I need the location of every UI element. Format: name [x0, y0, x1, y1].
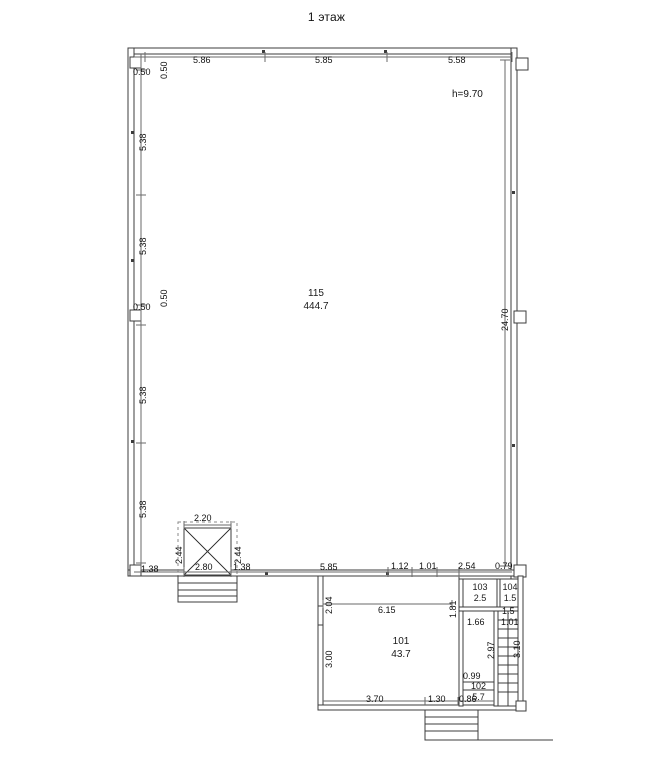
dim-top-2: 5.58 — [448, 55, 466, 65]
page-title: 1 этаж — [307, 10, 346, 24]
dim-left-1: 5.38 — [138, 133, 148, 151]
dim-bottom-112: 1.12 — [391, 561, 409, 571]
dim-bottom-254: 2.54 — [458, 561, 476, 571]
dim-top-0: 5.86 — [193, 55, 211, 65]
room-label-115 — [286, 288, 346, 313]
dim-top-corner: 0.50 — [133, 67, 151, 77]
room-number: 102 — [470, 681, 487, 691]
room-label-103 — [464, 582, 496, 605]
dim-bottom-280: 2.80 — [195, 562, 213, 572]
dim-left-3b: 0.50 — [159, 289, 169, 307]
room-number: 104 — [502, 582, 518, 592]
room-number: 115 — [308, 288, 324, 299]
dim-181: 1.81 — [448, 600, 458, 618]
dim-297: 2.97 — [486, 641, 496, 659]
dim-bottom-585: 5.85 — [320, 562, 338, 572]
room-area: 5.7 — [472, 692, 485, 703]
dim-top-1: 5.85 — [315, 55, 333, 65]
dim-top-corner-vertical: 0.50 — [159, 61, 169, 79]
dim-130: 1.30 — [428, 694, 446, 704]
room-number: 101 — [392, 636, 410, 647]
room-area: 444.7 — [303, 300, 329, 312]
dim-left-4: 5.38 — [138, 386, 148, 404]
dim-086: 0.86 — [459, 694, 477, 704]
dim-101b: 1.01 — [501, 617, 519, 627]
room-area: 1.5 — [503, 593, 517, 604]
dim-bottom-138: 1.38 — [233, 562, 251, 572]
room-label-101 — [376, 636, 426, 661]
room-label-104 — [498, 582, 522, 605]
room-area: 43.7 — [391, 648, 411, 660]
room-area: 2.5 — [473, 593, 487, 604]
dim-bottom-079: 0.79 — [495, 561, 513, 571]
dim-stair-right: 2.44 — [233, 546, 243, 564]
dim-370: 3.70 — [366, 694, 384, 704]
dim-left-3: 0.50 — [133, 302, 151, 312]
dim-099: 0.99 — [463, 671, 481, 681]
dim-bottom-101: 1.01 — [419, 561, 437, 571]
dim-right-total: 24.70 — [500, 308, 510, 331]
dim-310: 3.10 — [512, 640, 522, 658]
dim-left-5: 5.38 — [138, 500, 148, 518]
dim-room104-area: 1.5 — [502, 606, 515, 616]
height-note: h=9.70 — [452, 89, 483, 100]
dim-left-6: 1.38 — [141, 564, 159, 574]
dim-stair-left: 2.44 — [174, 546, 184, 564]
dim-166: 1.66 — [467, 617, 485, 627]
dim-204: 2.04 — [324, 596, 334, 614]
dim-300: 3.00 — [324, 650, 334, 668]
dim-left-2: 5.38 — [138, 237, 148, 255]
dim-615: 6.15 — [378, 605, 396, 615]
dim-stair-width: 2.20 — [194, 513, 212, 523]
room-number: 103 — [472, 582, 488, 592]
